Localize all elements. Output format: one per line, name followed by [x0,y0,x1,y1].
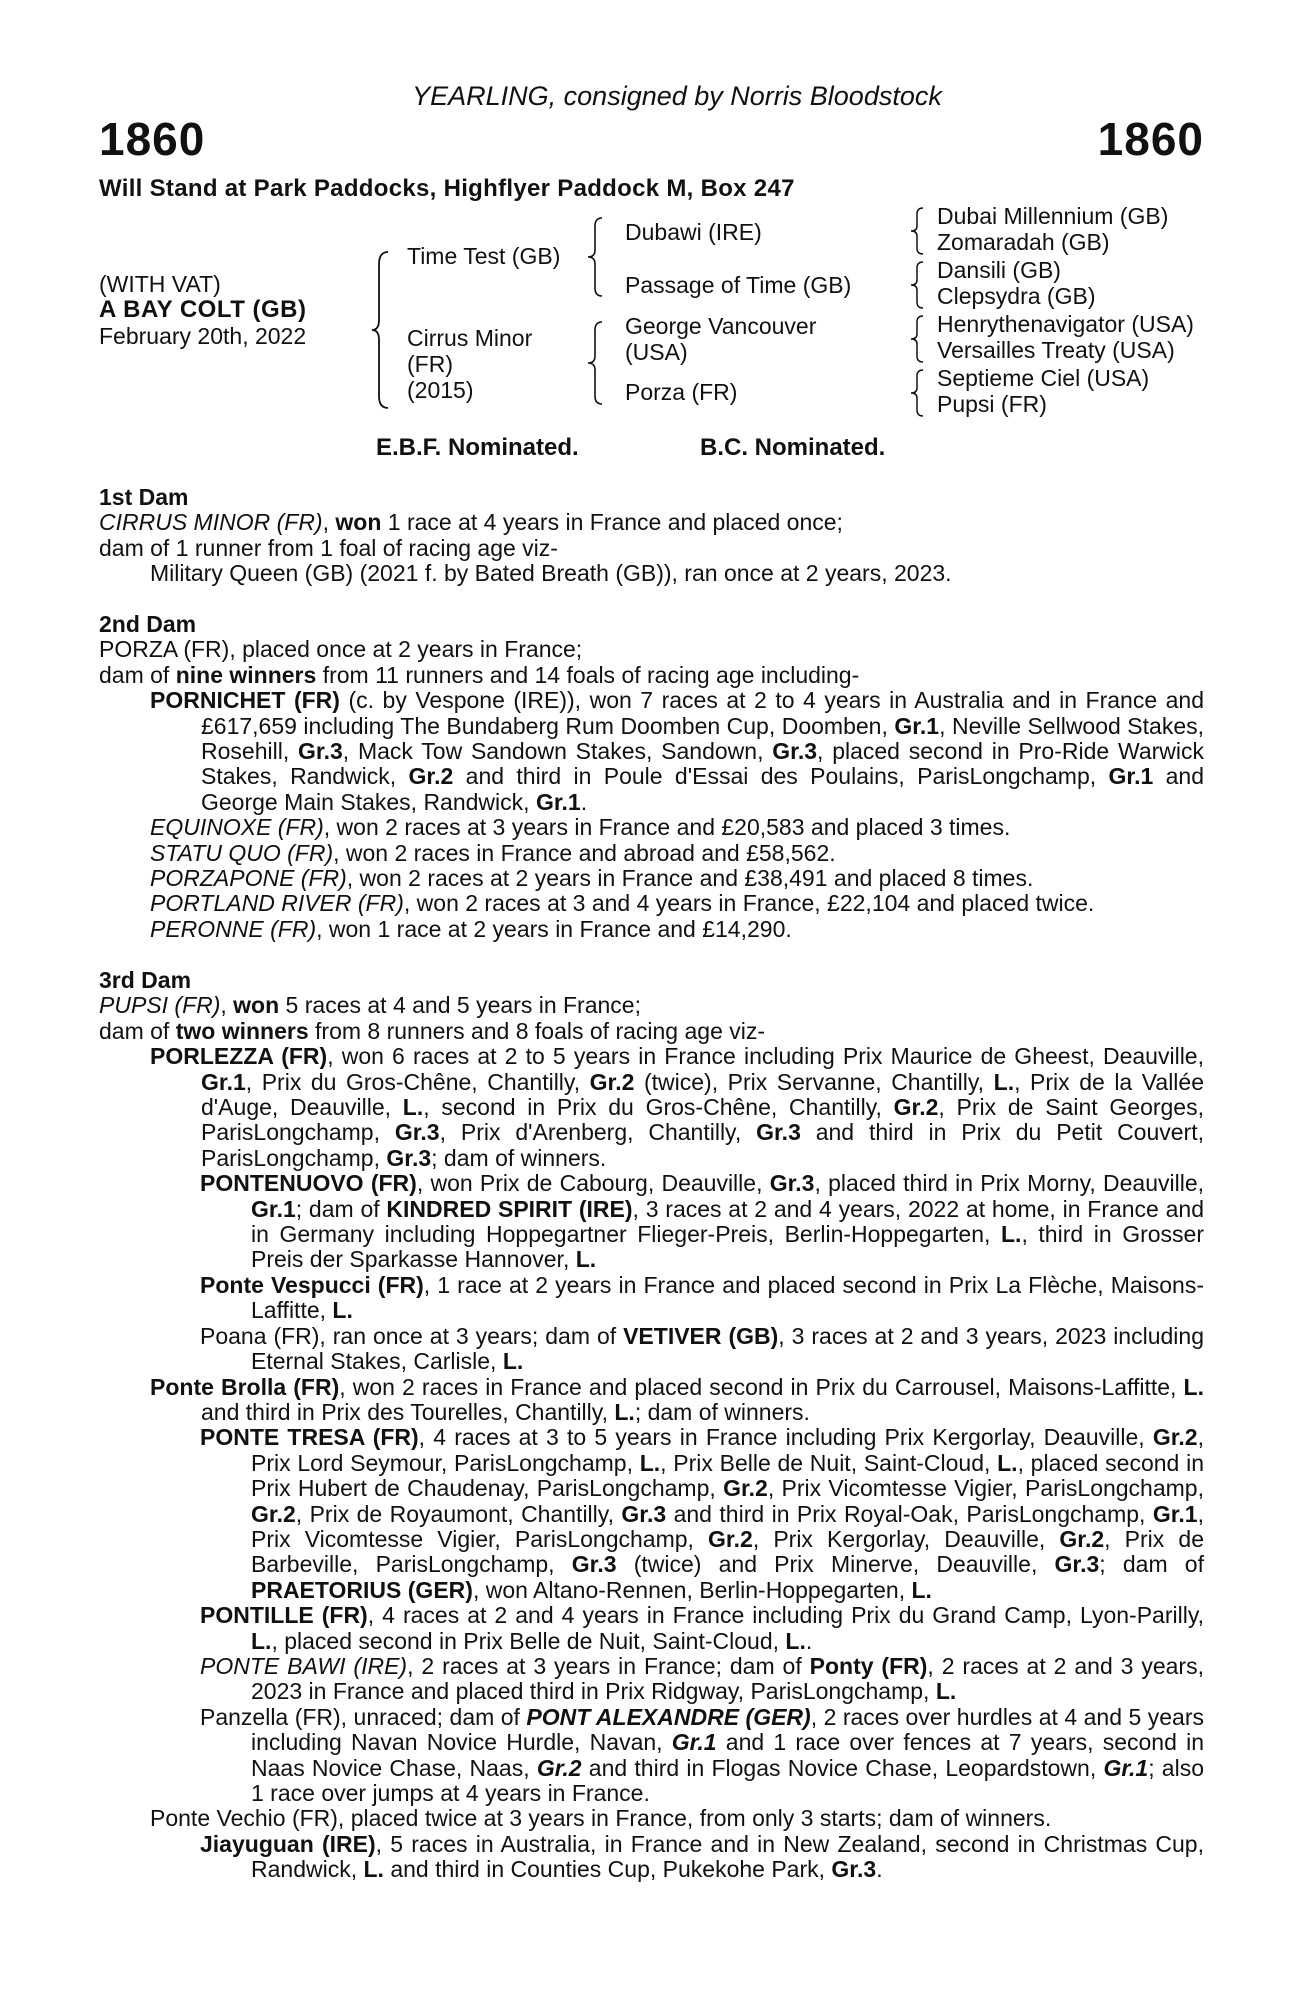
progeny-jiayuguan: Jiayuguan (IRE), 5 races in Australia, in France and in New Zealand, second in Christmas Cup, Randwick, L. and third in Counties Cup, Pukekohe Park, Gr.3. [200,1830,1204,1883]
progeny-pornichet: PORNICHET (FR) (c. by Vespone (IRE)), won 7 races at 2 to 4 years in Australia and in France and £617,659 including The Bundaberg Rum Doomben Cup, Doomben, Gr.1, Neville Sellwood Stakes, Rosehill, Gr.3, Mack Tow Sandown Stakes, Sandown, Gr.3, placed second in Pro-Ride Warwick Stakes, Randwick, Gr.2 and third in Poule d'Essai des Poulains, ParisLongchamp, Gr.1 and George Main Stakes, Randwick, Gr.1. [150,687,1204,815]
first-dam-line: CIRRUS MINOR (FR), won 1 race at 4 years in France and placed once; [99,509,843,536]
dam-sire-line1: George Vancouver [625,313,817,339]
lot-number-left: 1860 [99,113,206,165]
pedigree-brace-dam [586,320,608,406]
dam-name-line2: (FR) [407,351,453,377]
third-dam-line: PUPSI (FR), won 5 races at 4 and 5 years in France; [99,992,641,1019]
ss-dam: Zomaradah (GB) [937,229,1110,255]
progeny-statu-quo: STATU QUO (FR), won 2 races in France and abroad and £58,562. [150,839,836,866]
stabling-location: Will Stand at Park Paddocks, Highflyer Paddock M, Box 247 [99,175,795,202]
sire-name: Time Test (GB) [407,243,561,269]
dam-year: (2015) [407,377,474,403]
first-dam-produce-summary: dam of 1 runner from 1 foal of racing age viz- [99,534,558,561]
ebf-nomination: E.B.F. Nominated. [376,434,579,461]
progeny-ponte-bawi: PONTE BAWI (IRE), 2 races at 3 years in France; dam of Ponty (FR), 2 races at 2 and 3 years, 2023 in France and placed third in Prix Ridgway, ParisLongchamp, L. [200,1652,1204,1705]
progeny-porlezza: PORLEZZA (FR), won 6 races at 2 to 5 years in France including Prix Maurice de Gheest, Deauville, Gr.1, Prix du Gros-Chêne, Chantilly, Gr.2 (twice), Prix Servanne, Chantilly, L., Prix de la Vallée d'Auge, Deauville, L., second in Prix du Gros-Chêne, Chantilly, Gr.2, Prix de Saint Georges, ParisLongchamp, Gr.3, Prix d'Arenberg, Chantilly, Gr.3 and third in Prix du Petit Couvert, ParisLongchamp, Gr.3; dam of winners. [150,1043,1205,1171]
first-dam-section [99,485,1204,587]
pedigree-brace-gen1 [370,250,394,410]
third-dam-produce-summary: dam of two winners from 8 runners and 8 foals of racing age viz- [99,1017,766,1044]
ss-sire: Dubai Millennium (GB) [937,203,1169,229]
progeny-peronne: PERONNE (FR), won 1 race at 2 years in France and £14,290. [150,915,792,942]
progeny-ponte-vechio: Ponte Vechio (FR), placed twice at 3 years in France, from only 3 starts; dam of winners. [150,1805,1052,1832]
third-dam-heading: 3rd Dam [99,967,192,993]
progeny-ponte-tresa: PONTE TRESA (FR), 4 races at 3 to 5 years in France including Prix Kergorlay, Deauville, Gr.2, Prix Lord Seymour, ParisLongchamp, L., Prix Belle de Nuit, Saint-Cloud, L., placed second in Prix Hubert de Chaudenay, ParisLongchamp, Gr.2, Prix Vicomtesse Vigier, ParisLongchamp, Gr.2, Prix de Royaumont, Chantilly, Gr.3 and third in Prix Royal-Oak, ParisLongchamp, Gr.1, Prix Vicomtesse Vigier, ParisLongchamp, Gr.2, Prix Kergorlay, Deauville, Gr.2, Prix de Barbeville, ParisLongchamp, Gr.3 (twice) and Prix Minerve, Deauville, Gr.3; dam of PRAETORIUS (GER), won Altano-Rennen, Berlin-Hoppegarten, L. [200,1424,1204,1603]
lot-number-right: 1860 [1097,113,1204,165]
dd-dam: Pupsi (FR) [937,391,1047,417]
vat-note: (WITH VAT) [99,271,221,297]
progeny-equinoxe: EQUINOXE (FR), won 2 races at 3 years in France and £20,583 and placed 3 times. [150,814,1011,841]
dd-sire: Septieme Ciel (USA) [937,365,1150,391]
pedigree-brace-ss [909,206,929,256]
foaling-date: February 20th, 2022 [99,323,307,349]
pedigree-brace-sire [586,216,608,298]
progeny-porzapone: PORZAPONE (FR), won 2 races at 2 years in France and £38,491 and placed 8 times. [150,865,1034,892]
progeny-ponte-brolla: Ponte Brolla (FR), won 2 races in France and placed second in Prix du Carrousel, Maisons-Laffitte, L. and third in Prix des Tourelles, Chantilly, L.; dam of winners. [150,1373,1204,1425]
bc-nomination: B.C. Nominated. [700,434,886,461]
dam-sire-line2: (USA) [625,339,688,365]
progeny-ponte-vespucci: Ponte Vespucci (FR), 1 race at 2 years in France and placed second in Prix La Flèche, Maisons-Laffitte, L. [200,1271,1204,1324]
second-dam-line: PORZA (FR), placed once at 2 years in France; [99,636,583,663]
second-dam-heading: 2nd Dam [99,611,197,637]
ds-sire: Henrythenavigator (USA) [937,311,1194,337]
sire-sire: Dubawi (IRE) [625,219,762,245]
ds-dam: Versailles Treaty (USA) [937,337,1175,363]
dam-name-line1: Cirrus Minor [407,325,533,351]
second-dam-produce-summary: dam of nine winners from 11 runners and 14 foals of racing age including- [99,661,860,688]
sire-dam: Passage of Time (GB) [625,272,852,298]
consignor-line: YEARLING, consigned by Norris Bloodstock [412,81,942,111]
third-dam-section [99,968,1204,1883]
pedigree-brace-dd [909,368,929,418]
second-dam-section [99,612,1204,942]
progeny-pontille: PONTILLE (FR), 4 races at 2 and 4 years in France including Prix du Grand Camp, Lyon-Parilly, L., placed second in Prix Belle de Nuit, Saint-Cloud, L.. [200,1602,1204,1654]
pedigree-brace-ds [909,314,929,364]
dam-dam: Porza (FR) [625,379,738,405]
progeny-portland-river: PORTLAND RIVER (FR), won 2 races at 3 and 4 years in France, £22,104 and placed twice. [150,890,1095,917]
sd-sire: Dansili (GB) [937,257,1061,283]
progeny-pontenuovo: PONTENUOVO (FR), won Prix de Cabourg, Deauville, Gr.3, placed third in Prix Morny, Deauville, Gr.1; dam of KINDRED SPIRIT (IRE), 3 races at 2 and 4 years, 2022 at home, in France and in Germany including Hoppegartner Flieger-Preis, Berlin-Hoppegarten, L., third in Grosser Preis der Sparkasse Hannover, L. [200,1170,1204,1273]
first-dam-heading: 1st Dam [99,484,189,510]
first-dam-progeny: Military Queen (GB) (2021 f. by Bated Breath (GB)), ran once at 2 years, 2023. [150,560,952,587]
sd-dam: Clepsydra (GB) [937,283,1096,309]
progeny-panzella: Panzella (FR), unraced; dam of PONT ALEXANDRE (GER), 2 races over hurdles at 4 and 5 years including Navan Novice Hurdle, Navan, Gr.1 and 1 race over fences at 7 years, second in Naas Novice Chase, Naas, Gr.2 and third in Flogas Novice Chase, Leopardstown, Gr.1; also 1 race over jumps at 4 years in France. [200,1703,1205,1806]
pedigree-brace-sd [909,260,929,310]
horse-name: A BAY COLT (GB) [99,296,307,323]
progeny-poana: Poana (FR), ran once at 3 years; dam of VETIVER (GB), 3 races at 2 and 3 years, 2023 including Eternal Stakes, Carlisle, L. [200,1322,1204,1375]
